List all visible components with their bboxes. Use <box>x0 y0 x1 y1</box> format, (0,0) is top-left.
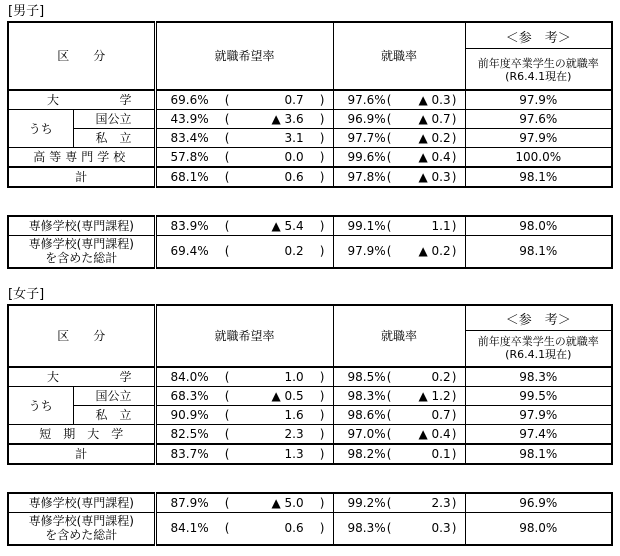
row-label: うち <box>8 110 73 148</box>
rate-cell: 97.9% ( ▲ 0.2 ) <box>333 236 465 268</box>
rate-cell: 98.5% ( 0.2 ) <box>333 367 465 387</box>
table-row <box>8 90 612 110</box>
rate-cell: 98.3% ( ▲ 1.2 ) <box>333 387 465 406</box>
rate-cell: 98.3% ( 0.3 ) <box>333 513 465 545</box>
kibou-cell: 87.9% ( ▲ 5.0 ) <box>155 493 333 513</box>
kibou-cell: 82.5% ( 2.3 ) <box>155 425 333 445</box>
rate-cell: 99.6% ( ▲ 0.4 ) <box>333 148 465 168</box>
header-rate: 就職率 <box>333 305 465 367</box>
ref-cell: 96.9% <box>465 493 612 513</box>
rate-cell: 97.8% ( ▲ 0.3 ) <box>333 167 465 187</box>
table-row <box>8 444 612 464</box>
table-row <box>8 167 612 187</box>
ref-cell: 97.9% <box>465 129 612 148</box>
row-sublabel: 私 立 <box>73 406 155 425</box>
table-row <box>8 513 612 545</box>
ref-cell: 98.1% <box>465 236 612 268</box>
ref-sub1: 前年度卒業学生の就職率 <box>477 335 599 348</box>
table-row <box>8 129 612 148</box>
rate-cell: 97.0% ( ▲ 0.4 ) <box>333 425 465 445</box>
ref-cell: 100.0% <box>465 148 612 168</box>
row-label: うち <box>8 387 73 425</box>
rate-cell: 97.6% ( ▲ 0.3 ) <box>333 90 465 110</box>
male-extra-table <box>7 215 613 269</box>
table-row <box>8 387 612 406</box>
kibou-cell: 83.9% ( ▲ 5.4 ) <box>155 216 333 236</box>
kibou-cell: 84.1% ( 0.6 ) <box>155 513 333 545</box>
female-main-table <box>7 304 613 465</box>
row-label: 専修学校(専門課程) <box>8 493 155 513</box>
table-row <box>8 148 612 168</box>
ref-cell: 98.0% <box>465 513 612 545</box>
section-label-male: [男子] <box>8 4 45 19</box>
kibou-cell: 43.9% ( ▲ 3.6 ) <box>155 110 333 129</box>
ref-sub1: 前年度卒業学生の就職率 <box>477 57 599 70</box>
row-sublabel: 私 立 <box>73 129 155 148</box>
male-main-table <box>7 21 613 188</box>
rate-cell: 97.7% ( ▲ 0.2 ) <box>333 129 465 148</box>
header-kubun: 区 分 <box>8 22 155 90</box>
table-row <box>8 236 612 268</box>
header-kubun: 区 分 <box>8 305 155 367</box>
row-label: 高等専門学校 <box>8 148 155 168</box>
table-row <box>8 425 612 445</box>
ref-cell: 97.6% <box>465 110 612 129</box>
kibou-cell: 84.0% ( 1.0 ) <box>155 367 333 387</box>
header-ref <box>465 22 612 90</box>
kibou-cell: 69.6% ( 0.7 ) <box>155 90 333 110</box>
ref-sub2: (R6.4.1現在) <box>505 70 572 83</box>
rate-cell: 98.2% ( 0.1 ) <box>333 444 465 464</box>
table-row <box>8 216 612 236</box>
ref-cell: 99.5% <box>465 387 612 406</box>
header-ref <box>465 305 612 367</box>
ref-cell: 98.0% <box>465 216 612 236</box>
kibou-cell: 68.3% ( ▲ 0.5 ) <box>155 387 333 406</box>
row-label: 専修学校(専門課程) <box>8 216 155 236</box>
row-sublabel: 国公立 <box>73 110 155 129</box>
rate-cell: 96.9% ( ▲ 0.7 ) <box>333 110 465 129</box>
ref-title: ＜参 考＞ <box>466 29 612 49</box>
row-label: 専修学校(専門課程) を含めた総計 <box>8 513 155 545</box>
ref-sub2: (R6.4.1現在) <box>505 348 572 361</box>
header-kibou: 就職希望率 <box>155 305 333 367</box>
kibou-cell: 57.8% ( 0.0 ) <box>155 148 333 168</box>
rate-cell: 99.2% ( 2.3 ) <box>333 493 465 513</box>
ref-title: ＜参 考＞ <box>466 311 612 331</box>
ref-cell: 98.3% <box>465 367 612 387</box>
table-row <box>8 493 612 513</box>
table-row <box>8 406 612 425</box>
row-label: 計 <box>8 167 155 187</box>
female-extra-table <box>7 492 613 546</box>
table-row <box>8 110 612 129</box>
section-label-female: [女子] <box>8 287 45 302</box>
row-label: 専修学校(専門課程) を含めた総計 <box>8 236 155 268</box>
kibou-cell: 69.4% ( 0.2 ) <box>155 236 333 268</box>
row-label: 大 学 <box>8 90 155 110</box>
header-rate: 就職率 <box>333 22 465 90</box>
row-label: 計 <box>8 444 155 464</box>
rate-cell: 98.6% ( 0.7 ) <box>333 406 465 425</box>
row-label: 大 学 <box>8 367 155 387</box>
table-row <box>8 367 612 387</box>
kibou-cell: 90.9% ( 1.6 ) <box>155 406 333 425</box>
row-label: 短 期 大 学 <box>8 425 155 445</box>
ref-cell: 97.9% <box>465 406 612 425</box>
kibou-cell: 83.4% ( 3.1 ) <box>155 129 333 148</box>
ref-cell: 97.4% <box>465 425 612 445</box>
header-kibou: 就職希望率 <box>155 22 333 90</box>
row-sublabel: 国公立 <box>73 387 155 406</box>
kibou-cell: 83.7% ( 1.3 ) <box>155 444 333 464</box>
kibou-cell: 68.1% ( 0.6 ) <box>155 167 333 187</box>
ref-cell: 98.1% <box>465 167 612 187</box>
ref-cell: 98.1% <box>465 444 612 464</box>
ref-cell: 97.9% <box>465 90 612 110</box>
rate-cell: 99.1% ( 1.1 ) <box>333 216 465 236</box>
